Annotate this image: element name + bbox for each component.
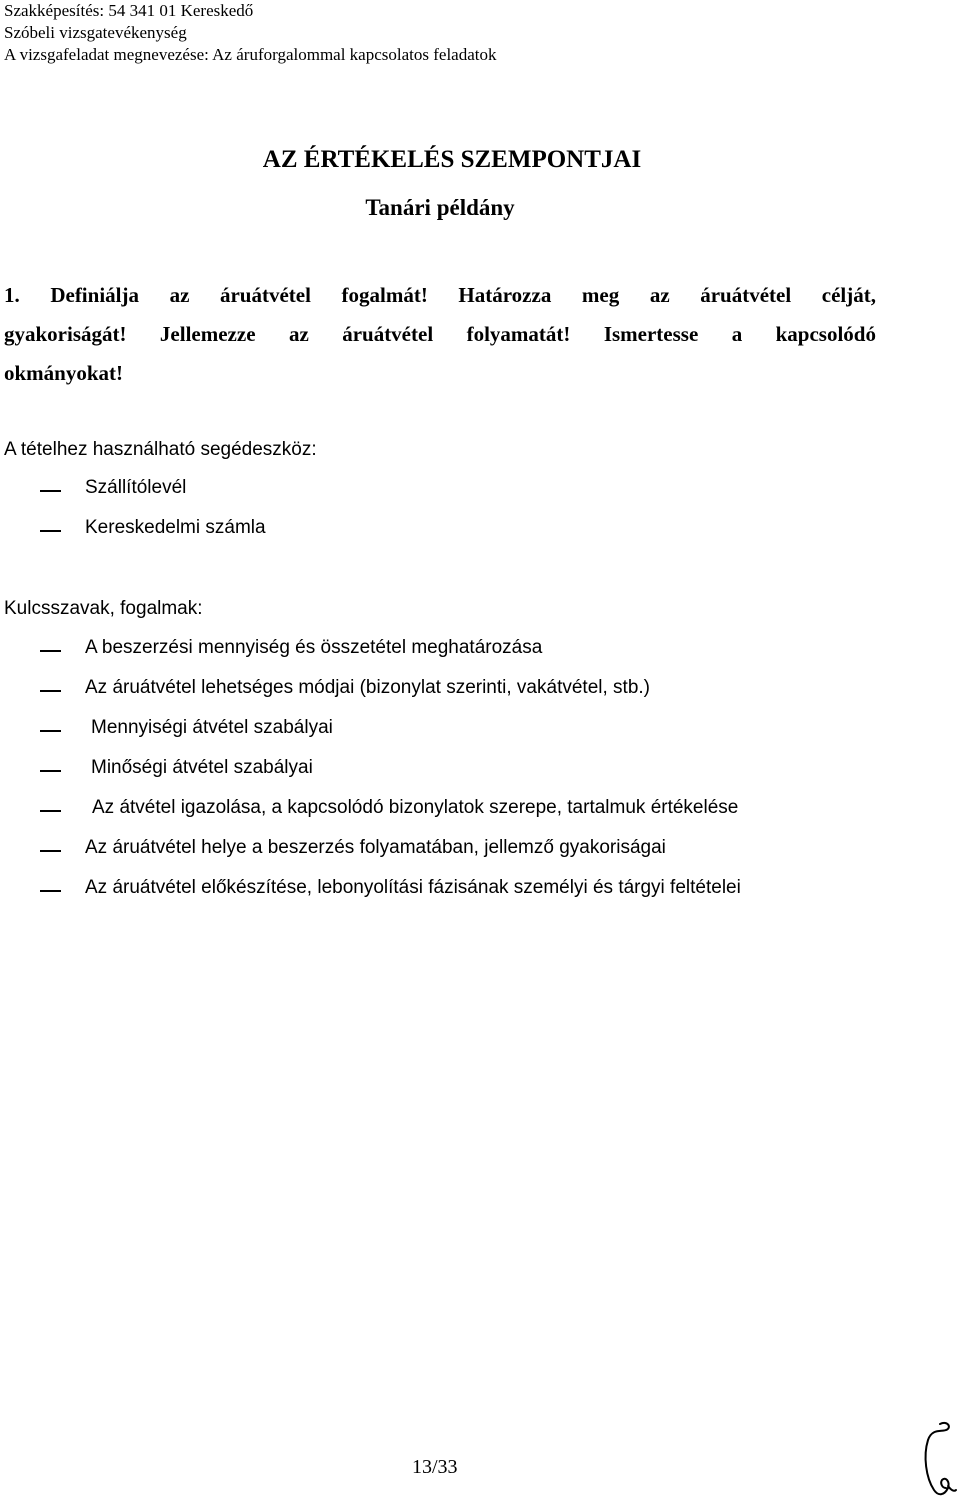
question-word: 1. bbox=[4, 283, 20, 307]
question-word: folyamatát! bbox=[466, 322, 571, 346]
keyword-item bbox=[40, 637, 543, 664]
keywords-label: Kulcsszavak, fogalmak: bbox=[4, 598, 203, 619]
header-qualification: Szakképesítés: 54 341 01 Kereskedő bbox=[4, 1, 254, 20]
question-word: kapcsolódó bbox=[775, 322, 876, 346]
question-block bbox=[4, 276, 876, 393]
signature-mark bbox=[918, 1418, 958, 1500]
tools-label: A tételhez használható segédeszköz: bbox=[4, 439, 317, 460]
dash-bullet bbox=[40, 490, 61, 492]
question-word: Határozza bbox=[458, 283, 552, 307]
question-line-1 bbox=[4, 276, 876, 315]
keyword-item bbox=[40, 877, 741, 904]
question-line-3: okmányokat! bbox=[4, 361, 124, 385]
header-exam-type: Szóbeli vizsgatevékenység bbox=[4, 23, 187, 42]
tool-item-text: Kereskedelmi számla bbox=[85, 517, 266, 538]
document-header bbox=[4, 0, 497, 66]
keyword-item-text: A beszerzési mennyiség és összetétel meghatározása bbox=[85, 637, 543, 658]
keyword-item bbox=[40, 837, 666, 864]
dash-bullet bbox=[40, 810, 61, 812]
question-word: áruátvétel bbox=[700, 283, 792, 307]
keyword-item bbox=[40, 757, 313, 784]
dash-bullet bbox=[40, 730, 61, 732]
keyword-item bbox=[40, 797, 739, 824]
keyword-item bbox=[40, 717, 333, 744]
keyword-item-text: Minőségi átvétel szabályai bbox=[91, 757, 313, 778]
dash-bullet bbox=[40, 650, 61, 652]
question-word: Jellemezze bbox=[159, 322, 256, 346]
page-subtitle: Tanári példány bbox=[365, 195, 515, 220]
question-word: áruátvétel bbox=[219, 283, 311, 307]
page-title: AZ ÉRTÉKELÉS SZEMPONTJAI bbox=[262, 146, 642, 173]
question-word: a bbox=[731, 322, 743, 346]
tool-item-text: Szállítólevél bbox=[85, 477, 187, 498]
question-word: gyakoriságát! bbox=[4, 322, 127, 346]
dash-bullet bbox=[40, 850, 61, 852]
question-word: az bbox=[288, 322, 309, 346]
dash-bullet bbox=[40, 530, 61, 532]
page-number: 13/33 bbox=[412, 1456, 458, 1478]
keyword-item-text: Az átvétel igazolása, a kapcsolódó bizonylatok szerepe, tartalmuk értékelése bbox=[92, 797, 739, 818]
question-word: meg bbox=[581, 283, 620, 307]
keyword-item-text: Az áruátvétel előkészítése, lebonyolítási fázisának személyi és tárgyi feltételei bbox=[85, 877, 741, 898]
keyword-item bbox=[40, 677, 650, 704]
question-word: célját, bbox=[821, 283, 876, 307]
header-task-name: A vizsgafeladat megnevezése: Az áruforgalommal kapcsolatos feladatok bbox=[4, 45, 497, 64]
keyword-item-text: Az áruátvétel lehetséges módjai (bizonylat szerinti, vakátvétel, stb.) bbox=[85, 677, 650, 698]
keyword-item-text: Az áruátvétel helye a beszerzés folyamatában, jellemző gyakoriságai bbox=[85, 837, 666, 858]
dash-bullet bbox=[40, 770, 61, 772]
question-word: fogalmát! bbox=[341, 283, 428, 307]
keyword-item-text: Mennyiségi átvétel szabályai bbox=[91, 717, 333, 738]
question-line-2 bbox=[4, 315, 876, 354]
dash-bullet bbox=[40, 890, 61, 892]
dash-bullet bbox=[40, 690, 61, 692]
question-word: Definiálja bbox=[50, 283, 139, 307]
tool-item bbox=[40, 517, 266, 544]
question-word: Ismertesse bbox=[603, 322, 699, 346]
tool-item bbox=[40, 477, 187, 504]
question-word: áruátvétel bbox=[342, 322, 434, 346]
question-word: az bbox=[169, 283, 190, 307]
question-word: az bbox=[649, 283, 670, 307]
